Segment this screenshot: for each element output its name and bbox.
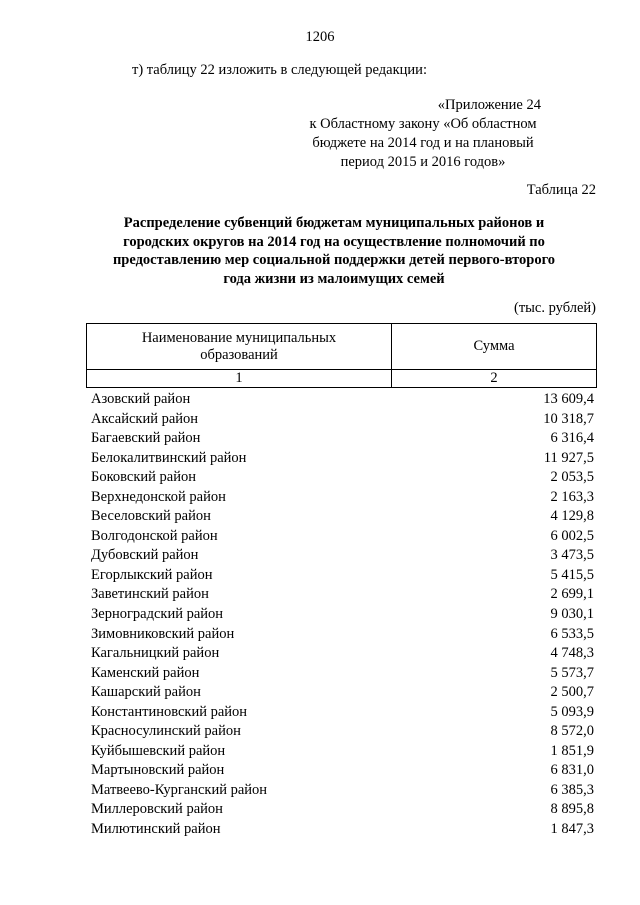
subvention-sum: 13 609,4 [543, 391, 594, 407]
column-number: 1 [87, 370, 392, 388]
subvention-sum: 1 851,9 [550, 742, 594, 759]
subvention-sum: 2 053,5 [550, 469, 594, 486]
subvention-sum: 2 500,7 [550, 684, 594, 701]
table-row [91, 742, 594, 762]
table-row [91, 625, 594, 645]
municipality-name: Азовский район [91, 391, 191, 407]
table-row [91, 820, 594, 840]
table-label: Таблица 22 [526, 182, 596, 198]
municipality-name: Белокалитвинский район [91, 449, 247, 466]
table-row [91, 761, 594, 781]
appendix-line: период 2015 и 2016 годов» [340, 154, 506, 170]
table-row [91, 546, 594, 566]
table-row [91, 488, 594, 508]
title-line: предоставлению мер социальной поддержки детей первого-второго [112, 252, 556, 268]
table-row [91, 703, 594, 723]
municipality-name: Кашарский район [91, 684, 201, 701]
subvention-sum: 4 748,3 [550, 645, 594, 662]
title-line: года жизни из малоимущих семей [223, 270, 445, 287]
intro-text: т) таблицу 22 изложить в следующей редакции: [132, 62, 427, 78]
header-line: образований [200, 346, 278, 363]
municipality-name: Кагальницкий район [91, 645, 220, 662]
subvention-sum: 2 699,1 [550, 586, 594, 603]
subvention-sum: 9 030,1 [550, 606, 594, 623]
municipality-name: Егорлыкский район [91, 566, 213, 583]
table-row [91, 429, 594, 449]
table-body [91, 390, 594, 840]
subvention-sum: 3 473,5 [550, 547, 594, 564]
municipality-name: Куйбышевский район [91, 742, 226, 759]
subvention-sum: 5 415,5 [550, 566, 594, 583]
municipality-name: Мартыновский район [91, 762, 225, 779]
municipality-name: Красносулинский район [91, 723, 241, 740]
table-row [91, 644, 594, 664]
title-line: городских округов на 2014 год на осуществление полномочий по [123, 233, 545, 250]
municipality-name: Зимовниковский район [91, 625, 235, 642]
table-row [91, 410, 594, 430]
document-title [104, 214, 564, 288]
table-header [86, 323, 597, 388]
municipality-name: Миллеровский район [91, 801, 223, 818]
subvention-sum: 6 533,5 [550, 625, 594, 642]
appendix-heading [293, 96, 553, 172]
subvention-sum: 5 573,7 [550, 664, 594, 681]
table-row [91, 605, 594, 625]
table-row [91, 585, 594, 605]
subvention-sum: 6 316,4 [550, 430, 594, 447]
municipality-name: Багаевский район [91, 430, 201, 447]
table-row [91, 390, 594, 410]
subvention-sum: 5 093,9 [550, 703, 594, 720]
appendix-line: к Областному закону «Об областном [309, 116, 537, 132]
table-row [91, 800, 594, 820]
table-row [91, 449, 594, 469]
municipality-name: Зерноградский район [91, 606, 224, 623]
title-line: Распределение субвенций бюджетам муниципальных районов и [123, 215, 545, 231]
municipality-name: Матвеево-Курганский район [91, 781, 268, 798]
municipality-name: Боковский район [91, 469, 196, 486]
page-number: 1206 [305, 29, 335, 45]
subvention-sum: 6 831,0 [550, 762, 594, 779]
municipality-name: Волгодонской район [91, 527, 218, 544]
municipality-name: Константиновский район [91, 703, 248, 720]
subvention-sum: 2 163,3 [550, 488, 594, 505]
subvention-sum: 8 572,0 [550, 723, 594, 740]
subvention-sum: 8 895,8 [550, 801, 594, 818]
table-row [91, 527, 594, 547]
subvention-sum: 4 129,8 [550, 508, 594, 525]
table-row [91, 507, 594, 527]
municipality-name: Аксайский район [91, 410, 199, 427]
table-row [91, 664, 594, 684]
table-row [91, 566, 594, 586]
column-header-name [87, 324, 392, 370]
table-row [91, 781, 594, 801]
subvention-sum: 6 385,3 [550, 781, 594, 798]
municipality-name: Верхнедонской район [91, 488, 226, 505]
municipality-name: Заветинский район [91, 586, 209, 603]
table-row [91, 683, 594, 703]
subvention-sum: 10 318,7 [543, 410, 594, 427]
subvention-sum: 6 002,5 [550, 527, 594, 544]
municipality-name: Каменский район [91, 664, 200, 681]
subvention-sum: 1 847,3 [550, 821, 594, 838]
appendix-line: бюджете на 2014 год и на плановый [312, 135, 534, 151]
header-line: Наименование муниципальных [141, 329, 337, 346]
subvention-sum: 11 927,5 [543, 449, 594, 466]
column-header-sum: Сумма [392, 324, 597, 370]
table-row [91, 722, 594, 742]
table-row [91, 468, 594, 488]
municipality-name: Дубовский район [91, 547, 199, 564]
municipality-name: Милютинский район [91, 821, 221, 838]
municipality-name: Веселовский район [91, 508, 211, 525]
appendix-line: «Приложение 24 [437, 97, 541, 113]
units-label: (тыс. рублей) [514, 300, 596, 316]
column-number: 2 [392, 370, 597, 388]
